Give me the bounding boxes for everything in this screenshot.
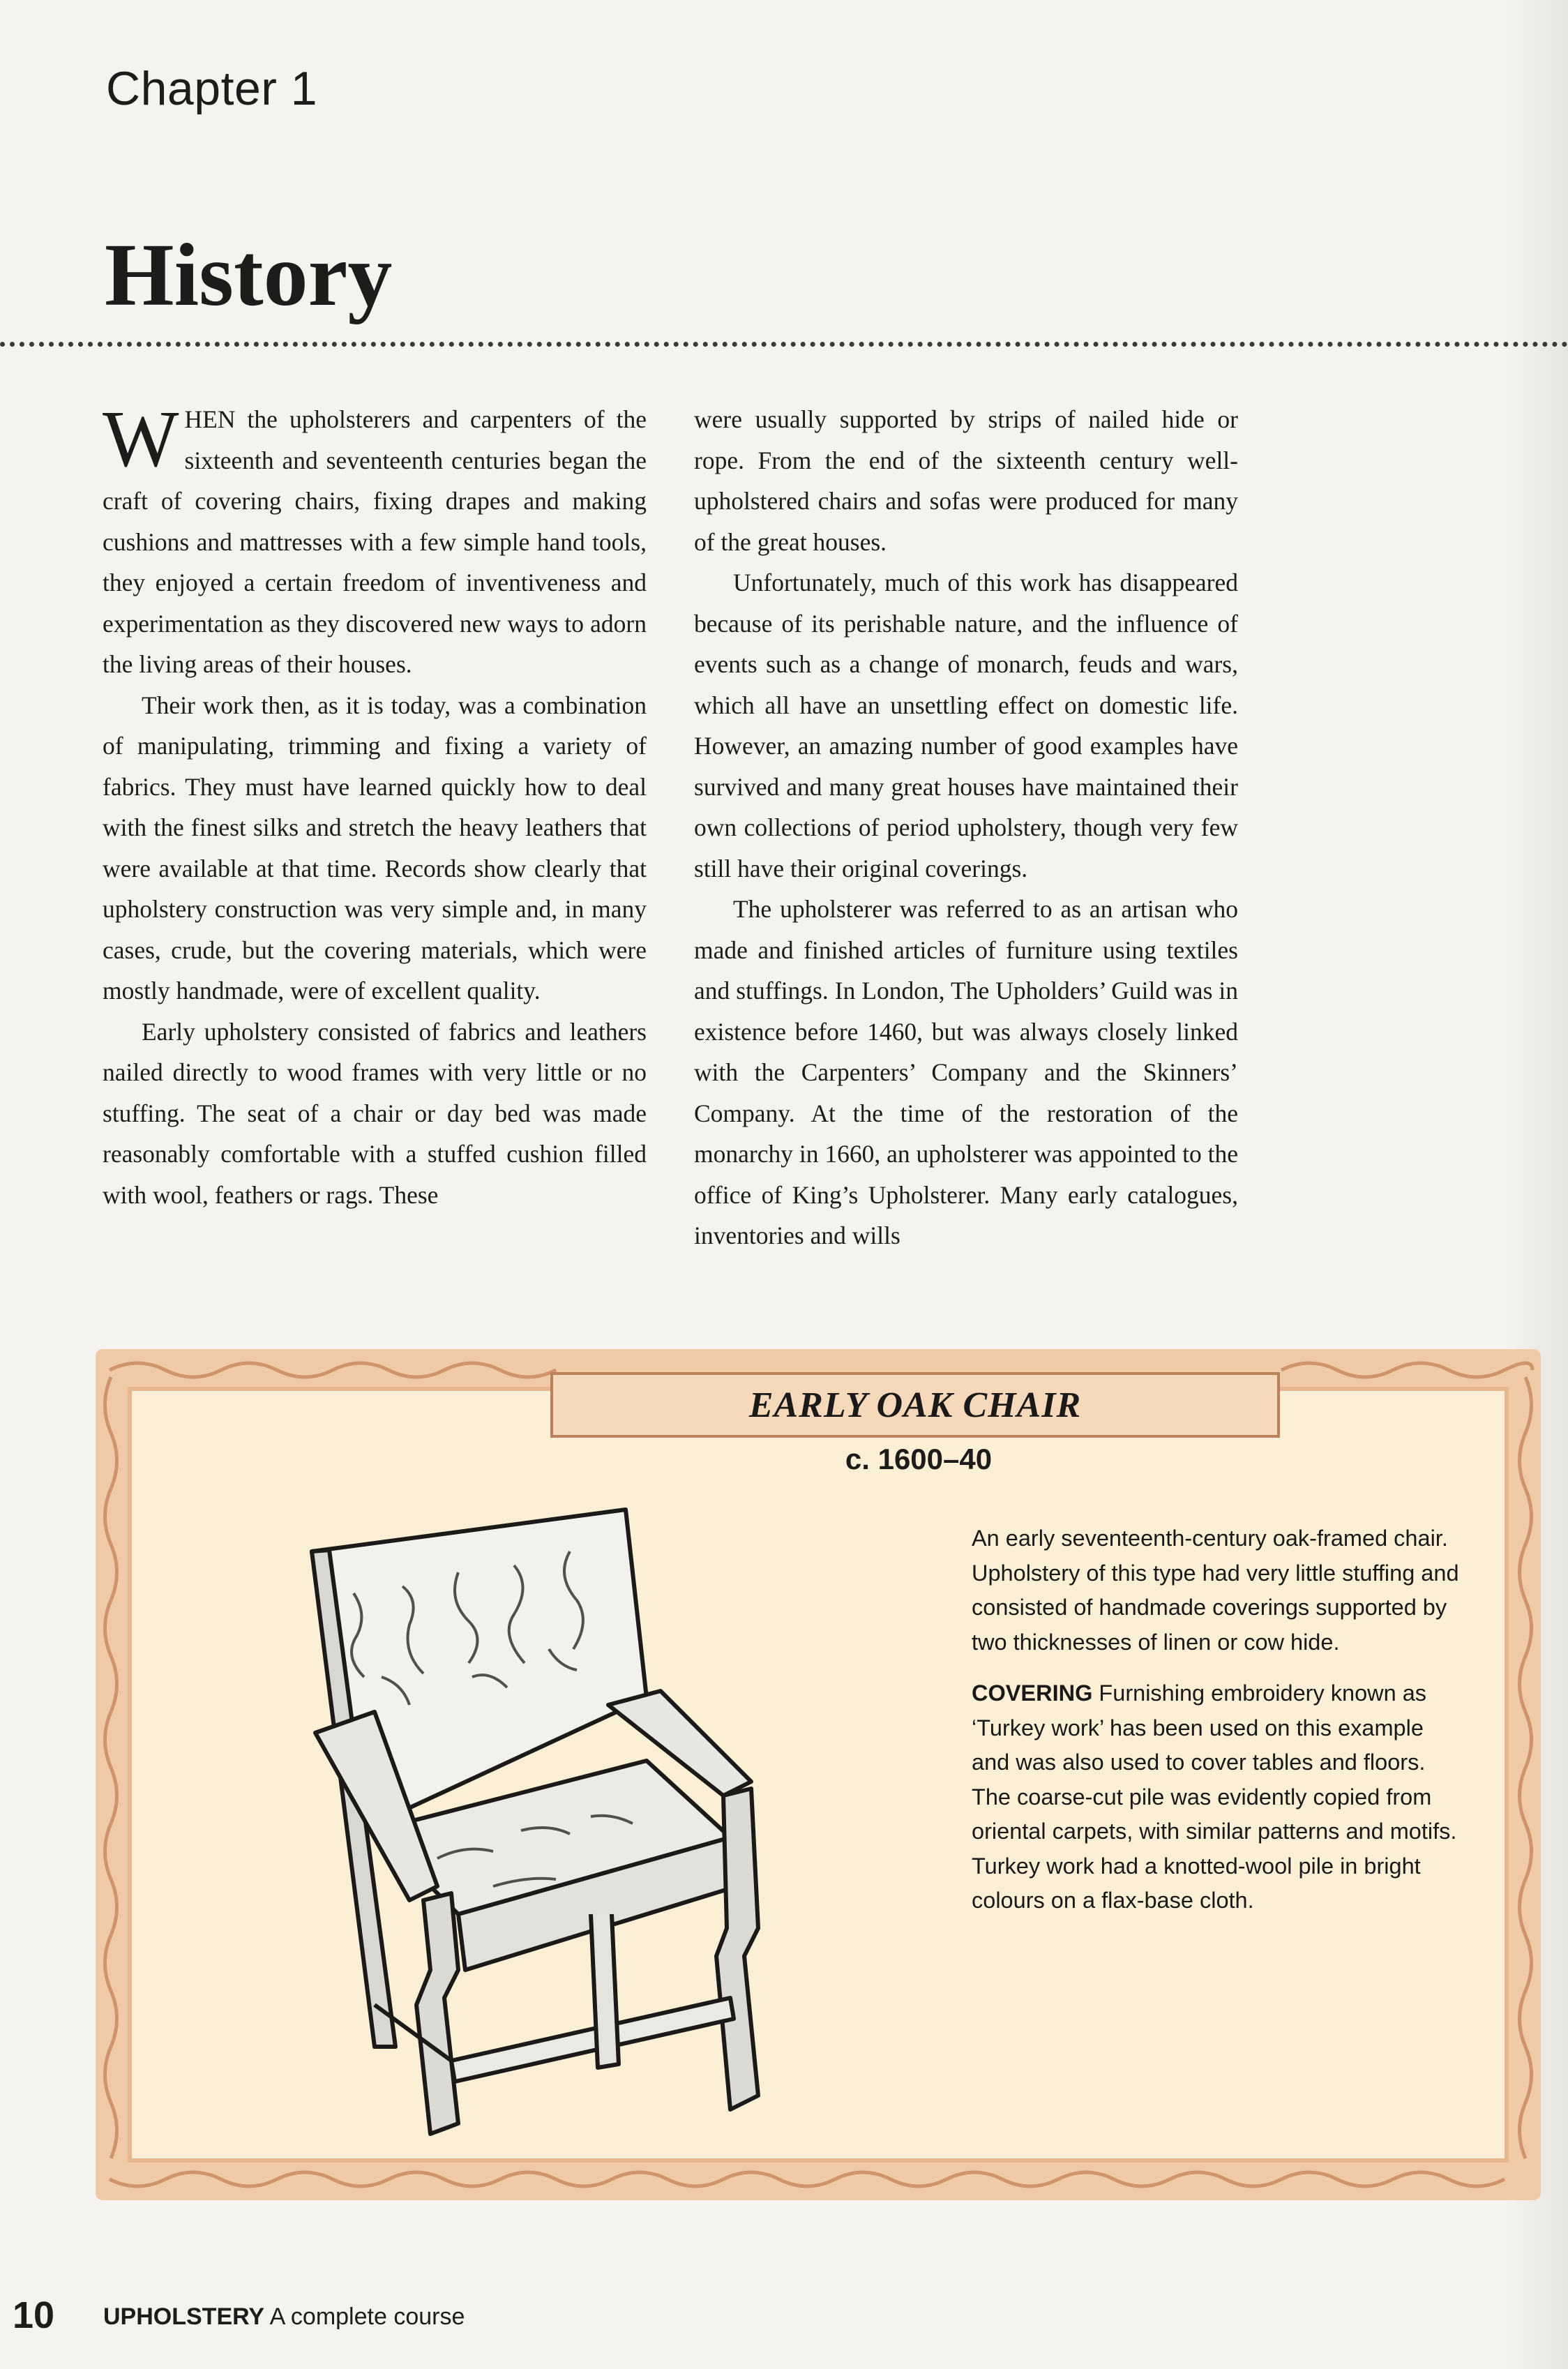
footer-book-subtitle: A complete course	[264, 2303, 465, 2330]
paragraph-2: Their work then, as it is today, was a combination of manipulating, trimming and fixing a variety of fabrics. They must have learned quickly how to deal with the finest silks and stretch the heavy leathers that were available at that time. Records show clearly that upholstery construction was very simple and, in many cases, crude, but the covering materials, which were mostly handmade, were of excellent quality.	[103, 691, 647, 1005]
sidebar-date: c. 1600–40	[845, 1443, 993, 1475]
sidebar-heading: EARLY OAK CHAIR	[550, 1372, 1280, 1438]
body-column-right	[694, 399, 1238, 1256]
sidebar-description	[972, 1521, 1467, 1935]
oak-chair-illustration-icon	[298, 1468, 953, 2137]
page-number: 10	[13, 2294, 55, 2336]
paragraph-6: The upholsterer was referred to as an artisan who made and finished articles of furniture using textiles and stuffings. In London, The Upholders’ Guild was in existence before 1460, but was always closely linked with the Carpenters’ Company and the Skinners’ Company. At the time of the restoration of the monarchy in 1660, an upholsterer was appointed to the office of King’s Upholsterer. Many early catalogues, inventories and wills	[694, 895, 1238, 1249]
paragraph-4: were usually supported by strips of nailed hide or rope. From the end of the sixteenth century well-upholstered chairs and sofas were produced for many of the great houses.	[694, 405, 1238, 556]
covering-text: Furnishing embroidery known as ‘Turkey work’ has been used on this example and was also used to cover tables and floors. The coarse-cut pile was evidently copied from oriental carpets, with similar patterns and motifs. Turkey work had a knotted-wool pile in bright colours on a flax-base cloth.	[972, 1680, 1457, 1913]
dotted-divider	[0, 342, 1568, 347]
sidebar-intro: An early seventeenth-century oak-framed chair. Upholstery of this type had very little stuffing and consisted of handmade coverings supported by two thicknesses of linen or cow hide.	[972, 1526, 1459, 1655]
paragraph-1	[103, 395, 647, 685]
chapter-label: Chapter 1	[106, 62, 318, 115]
covering-term: COVERING	[972, 1680, 1093, 1706]
paragraph-1-text: HEN the upholsterers and carpenters of the sixteenth and seventeenth centuries began the craft of covering chairs, fixing drapes and making cushions and mattresses with a few simple hand tools, they enjoyed a certain freedom of inventiveness and experimentation as they discovered new ways to adorn the living areas of their houses.	[103, 405, 647, 678]
running-footer	[103, 2303, 465, 2331]
paragraph-3: Early upholstery consisted of fabrics and leathers nailed directly to wood frames with very little or no stuffing. The seat of a chair or day bed was made reasonably comfortable with a stuffed cushion filled with wool, feathers or rags. These	[103, 1017, 647, 1209]
sidebar-box	[96, 1349, 1541, 2200]
page-title: History	[105, 225, 393, 324]
footer-book-title: UPHOLSTERY	[103, 2303, 265, 2330]
sidebar-covering-paragraph	[972, 1676, 1467, 1918]
drop-cap: W	[103, 395, 179, 484]
body-column-left	[103, 395, 647, 1215]
paragraph-5: Unfortunately, much of this work has disappeared because of its perishable nature, and the influence of events such as a change of monarch, feuds and wars, which all have an unsettling effect on domestic life. However, an amazing number of good examples have survived and many great houses have maintained their own collections of period upholstery, though very few still have their original coverings.	[694, 569, 1238, 882]
